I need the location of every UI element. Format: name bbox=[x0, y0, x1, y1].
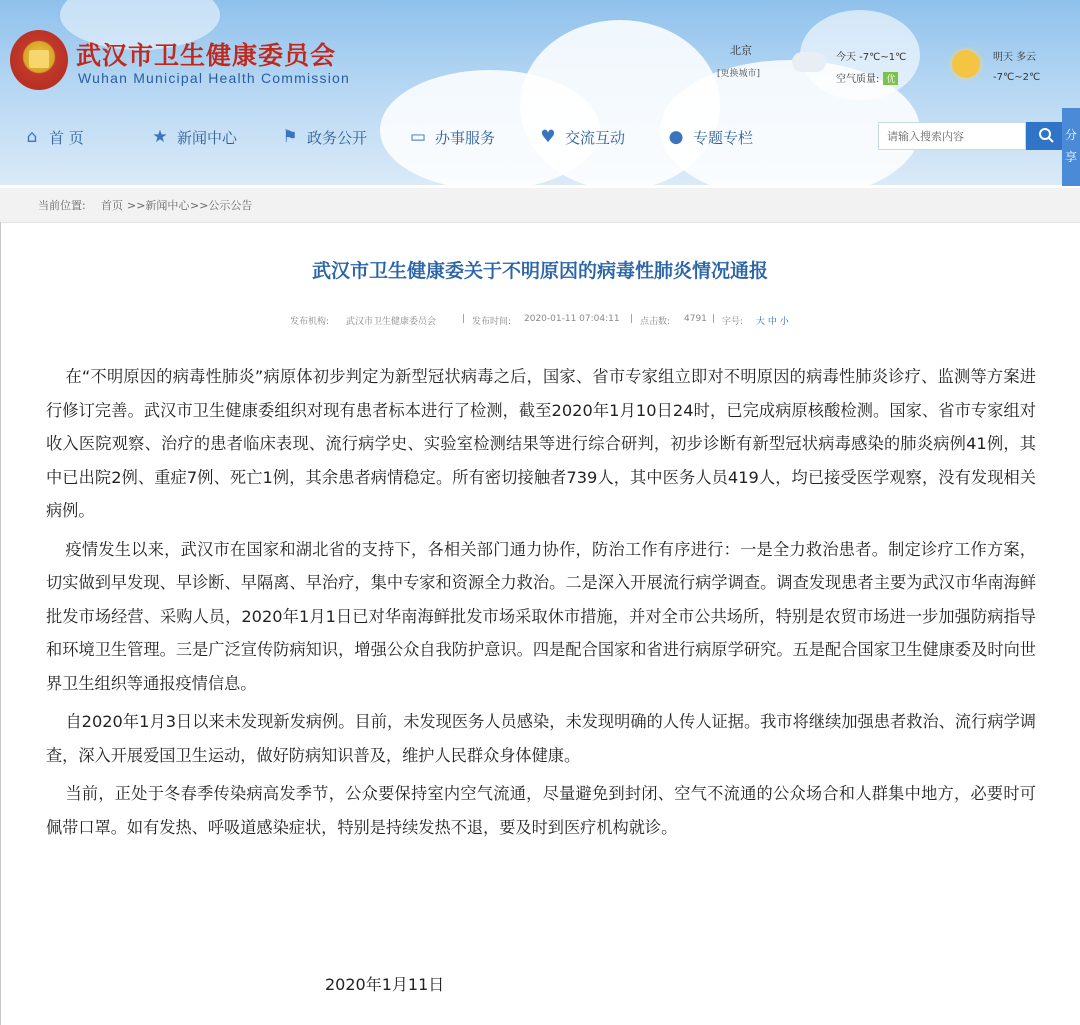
nav-item-topics[interactable] bbox=[666, 122, 753, 152]
breadcrumb-link-home[interactable]: 首页 bbox=[101, 199, 123, 212]
meta-publish-time: 2020-01-11 07:04:11 bbox=[524, 314, 620, 324]
share-tab-label: 分 bbox=[1064, 128, 1077, 142]
search-icon bbox=[1026, 122, 1066, 150]
article-paragraph: 自2020年1月3日以来未发现新发病例。目前，未发现医务人员感染，未发现明确的人传人证据。我市将继续加强患者救治、流行病学调查，深入开展爱国卫生运动，做好防病知识普及，维护人民群众身体健康。 bbox=[46, 712, 1036, 765]
font-size-selector[interactable]: 大 中 小 bbox=[756, 317, 789, 327]
meta-publisher: 武汉市卫生健康委员会 bbox=[346, 317, 437, 327]
article-paragraph: 在“不明原因的病毒性肺炎”病原体初步判定为新型冠状病毒之后，国家、省市专家组立即对不明原因的病毒性肺炎诊疗、监测等方案进行修订完善。武汉市卫生健康委组织对现有患者标本进行了检测，截至2020年1月10日24时，已完成病原核酸检测。国家、省市专家组对收入医院观察、治疗的患者临床表现、流行病学史、实验室检测结果等进行综合研判，初步诊断有新型冠状病毒感染的肺炎病例41例，其中已出院2例、重症7例、死亡1例，其余患者病情稳定。所有密切接触者739人，其中医务人员419人，均已接受医学观察，没有发现相关病例。 bbox=[46, 367, 1036, 520]
nav-item-label: 新闻中心 bbox=[177, 128, 238, 147]
nav-item-label: 办事服务 bbox=[435, 128, 496, 147]
cloud-icon bbox=[792, 52, 826, 72]
breadcrumb-label: 当前位置: bbox=[38, 199, 86, 212]
chat-icon: ● bbox=[668, 127, 684, 147]
nav-item-services[interactable] bbox=[408, 122, 495, 152]
nav-item-label: 政务公开 bbox=[307, 128, 368, 147]
search-input[interactable]: 请输入搜索内容 bbox=[878, 122, 1026, 150]
sun-icon bbox=[952, 50, 980, 78]
weather-today: 今天 -7℃~1℃ bbox=[836, 52, 907, 63]
weather-city: 北京 bbox=[730, 44, 752, 57]
breadcrumb-link-news[interactable]: >>新闻中心 bbox=[127, 199, 190, 212]
page-border bbox=[0, 222, 1, 1025]
meta-publisher-label: 发布机构: bbox=[290, 317, 330, 327]
star-icon: ★ bbox=[152, 127, 168, 147]
meta-font-size-label: 字号: bbox=[722, 317, 744, 327]
national-emblem-icon bbox=[10, 30, 68, 90]
nav-item-label: 交流互动 bbox=[565, 128, 626, 147]
air-quality-label: 空气质量: bbox=[836, 74, 880, 85]
article-date: 2020年1月11日 bbox=[325, 975, 445, 994]
meta-publish-time-label: 发布时间: bbox=[472, 317, 512, 327]
site-header bbox=[0, 0, 1080, 185]
flag-icon: ⚑ bbox=[282, 127, 298, 147]
air-quality bbox=[836, 70, 898, 85]
meta-separator: | bbox=[630, 314, 634, 324]
monitor-icon: ▭ bbox=[409, 127, 427, 147]
nav-item-government[interactable] bbox=[280, 122, 367, 152]
nav-item-home[interactable] bbox=[22, 122, 84, 152]
site-subtitle: Wuhan Municipal Health Commission bbox=[78, 70, 350, 86]
air-quality-badge: 优 bbox=[883, 72, 898, 85]
weather-tomorrow-temp: -7℃~2℃ bbox=[993, 72, 1041, 83]
home-icon: ⌂ bbox=[26, 127, 38, 147]
share-tab-label: 享 bbox=[1064, 150, 1077, 164]
nav-item-label: 专题专栏 bbox=[693, 128, 754, 147]
weather-tomorrow: 明天 多云 bbox=[993, 52, 1037, 63]
nav-item-news[interactable] bbox=[150, 122, 237, 152]
article-paragraph: 疫情发生以来，武汉市在国家和湖北省的支持下，各相关部门通力协作，防治工作有序进行：一是全力救治患者。制定诊疗工作方案，切实做到早发现、早诊断、早隔离、早治疗，集中专家和资源全力救治。二是深入开展流行病学调查。调查发现患者主要为武汉市华南海鲜批发市场经营、采购人员，2020年1月1日已对华南海鲜批发市场采取休市措施，并对全市公共场所，特别是农贸市场进一步加强防病指导和环境卫生管理。三是广泛宣传防病知识，增强公众自我防护意识。四是配合国家和省进行病原学研究。五是配合国家卫生健康委及时向世界卫生组织等通报疫情信息。 bbox=[46, 539, 1036, 693]
article-title: 武汉市卫生健康委关于不明原因的病毒性肺炎情况通报 bbox=[311, 260, 768, 282]
article-body bbox=[46, 360, 1036, 849]
breadcrumb-link-notices[interactable]: >>公示公告 bbox=[190, 199, 253, 212]
meta-hits-label: 点击数: bbox=[640, 317, 671, 327]
meta-separator: | bbox=[712, 314, 716, 324]
nav-item-interaction[interactable] bbox=[538, 122, 625, 152]
change-city-link[interactable]: [更换城市] bbox=[717, 69, 761, 79]
search-button[interactable] bbox=[1026, 122, 1066, 150]
nav-item-label: 首 页 bbox=[49, 128, 84, 147]
heart-icon: ♥ bbox=[540, 127, 556, 147]
site-title[interactable]: 武汉市卫生健康委员会 bbox=[76, 41, 337, 70]
article-paragraph: 当前，正处于冬春季传染病高发季节，公众要保持室内空气流通，尽量避免到封闭、空气不流通的公众场合和人群集中地方，必要时可佩带口罩。如有发热、呼吸道感染症状，特别是持续发热不退，要及时到医疗机构就诊。 bbox=[46, 784, 1036, 837]
share-tab[interactable] bbox=[1062, 108, 1080, 186]
meta-separator: | bbox=[462, 314, 466, 324]
meta-hits: 4791 bbox=[684, 314, 707, 324]
